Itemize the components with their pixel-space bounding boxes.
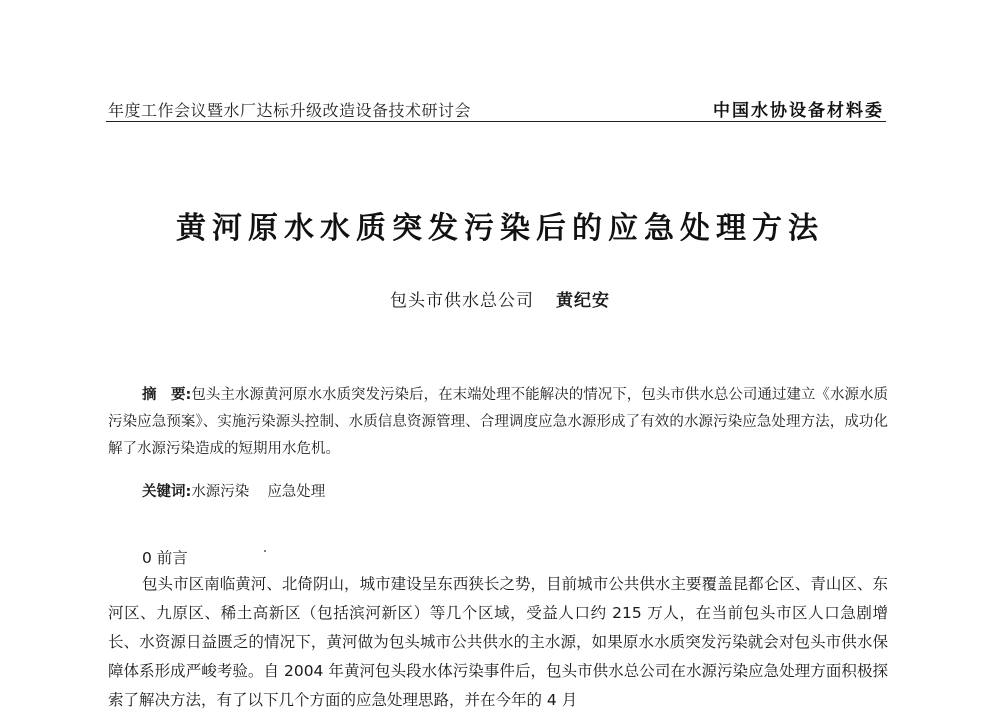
section-heading: 0 前言 (142, 549, 188, 567)
running-header-left: 年度工作会议暨水厂达标升级改造设备技术研讨会 (108, 101, 472, 120)
abstract (108, 382, 888, 463)
keyword-item: 水源污染 (191, 484, 250, 500)
scan-speck (264, 550, 266, 552)
byline (0, 286, 1000, 311)
author-name: 黄纪安 (556, 291, 610, 311)
keywords-label: 关键词: (142, 484, 192, 500)
abstract-text: 包头主水源黄河原水水质突发污染后，在末端处理不能解决的情况下，包头市供水总公司通过建立《水源水质污染应急预案》、实施污染源头控制、水质信息资源管理、合理调度应急水源形成了有效的水源污染应急处理方法，成功化解了水源污染造成的短期用水危机。 (108, 387, 888, 457)
author-organization: 包头市供水总公司 (390, 291, 534, 311)
keywords (142, 480, 325, 501)
body-paragraph: 包头市区南临黄河、北倚阴山，城市建设呈东西狭长之势，目前城市公共供水主要覆盖昆都仑区、青山区、东河区、九原区、稀土高新区（包括滨河新区）等几个区域，受益人口约 215 万人，在当前包头市区人口急剧增长、水资源日益匮乏的情况下，黄河做为包头城市公共供水的主水源，如果原水水质突发污染就会对包头市供水保障体系形成严峻考验。自 2004 年黄河包头段水体污染事件后，包头市供水总公司在水源污染应急处理方面积极探索了解决方法，有了以下几个方面的应急处理思路，并在今年的 4 月 (108, 575, 888, 709)
article-title: 黄河原水水质突发污染后的应急处理方法 (176, 211, 824, 246)
abstract-label: 摘 要: (142, 387, 192, 403)
running-header-right: 中国水协设备材料委 (713, 101, 884, 121)
header-divider (106, 121, 886, 122)
keyword-item: 应急处理 (267, 484, 326, 500)
